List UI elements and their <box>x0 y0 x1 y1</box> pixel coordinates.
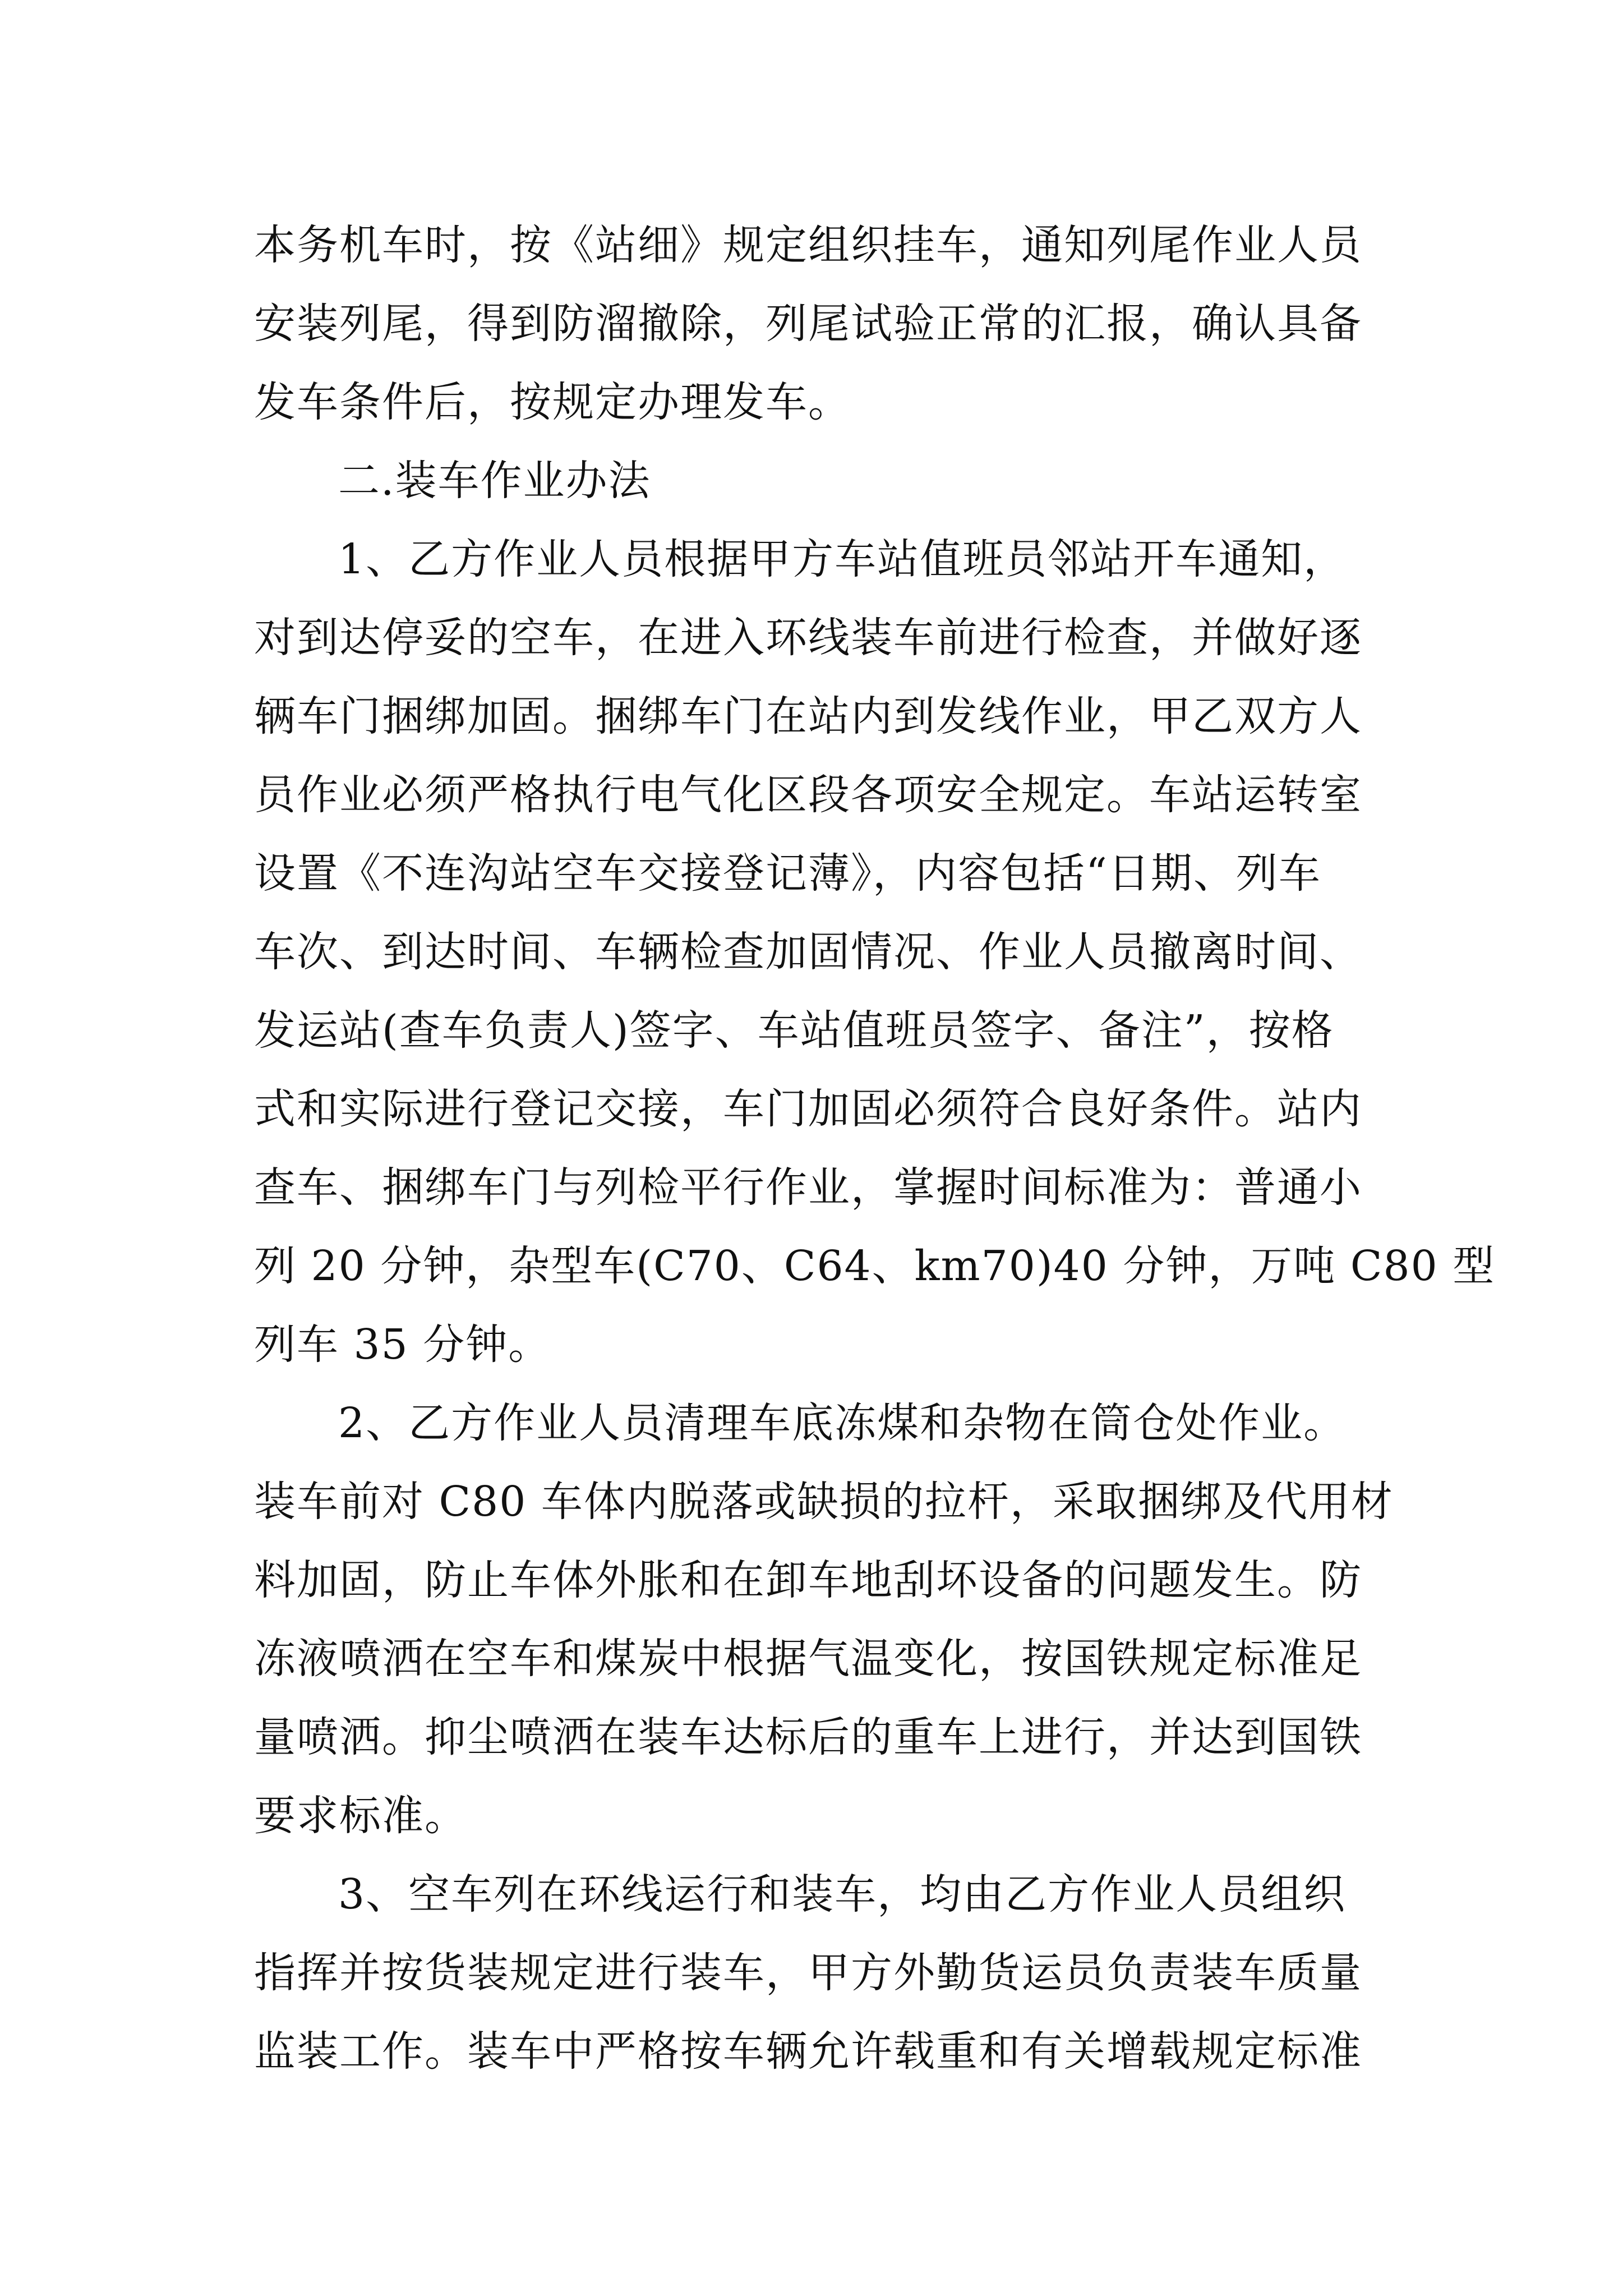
text-line: 对到达停妥的空车，在进入环线装车前进行检查，并做好逐 <box>254 614 1362 662</box>
text-line: 1、乙方作业人员根据甲方车站值班员邻站开车通知， <box>338 535 1347 583</box>
text-line: 指挥并按货装规定进行装车，甲方外勤货运员负责装车质量 <box>254 1949 1362 1997</box>
text-line: 监装工作。装车中严格按车辆允许载重和有关增载规定标准 <box>254 2027 1362 2076</box>
section-heading: 二.装车作业办法 <box>338 457 651 505</box>
text-line: 式和实际进行登记交接，车门加固必须符合良好条件。站内 <box>254 1085 1362 1133</box>
text-line: 员作业必须严格执行电气化区段各项安全规定。车站运转室 <box>254 771 1362 819</box>
text-line: 2、乙方作业人员清理车底冻煤和杂物在筒仓处作业。 <box>338 1399 1347 1447</box>
text-line: 列 20 分钟，杂型车(C70、C64、km70)40 分钟，万吨 C80 型 <box>254 1242 1496 1290</box>
text-line: 本务机车时，按《站细》规定组织挂车，通知列尾作业人员 <box>254 221 1362 269</box>
text-line: 安装列尾，得到防溜撤除，列尾试验正常的汇报，确认具备 <box>254 300 1362 348</box>
text-line: 设置《不连沟站空车交接登记薄》，内容包括“日期、列车 <box>254 849 1321 898</box>
text-line: 冻液喷洒在空车和煤炭中根据气温变化，按国铁规定标准足 <box>254 1635 1362 1683</box>
text-line: 3、空车列在环线运行和装车，均由乙方作业人员组织 <box>338 1870 1347 1918</box>
text-line: 发车条件后，按规定办理发车。 <box>254 378 851 426</box>
text-line: 量喷洒。抑尘喷洒在装车达标后的重车上进行，并达到国铁 <box>254 1713 1362 1761</box>
text-line: 列车 35 分钟。 <box>254 1320 551 1369</box>
text-line: 料加固，防止车体外胀和在卸车地刮坏设备的问题发生。防 <box>254 1556 1362 1604</box>
text-line: 辆车门捆绑加固。捆绑车门在站内到发线作业，甲乙双方人 <box>254 692 1362 740</box>
text-line: 要求标准。 <box>254 1792 467 1840</box>
text-line: 查车、捆绑车门与列检平行作业，掌握时间标准为：普通小 <box>254 1163 1362 1212</box>
text-line: 装车前对 C80 车体内脱落或缺损的拉杆，采取捆绑及代用材 <box>254 1478 1394 1526</box>
text-line: 车次、到达时间、车辆检查加固情况、作业人员撤离时间、 <box>254 928 1362 976</box>
text-line: 发运站(查车负责人)签字、车站值班员签字、备注”，按格 <box>254 1006 1334 1055</box>
